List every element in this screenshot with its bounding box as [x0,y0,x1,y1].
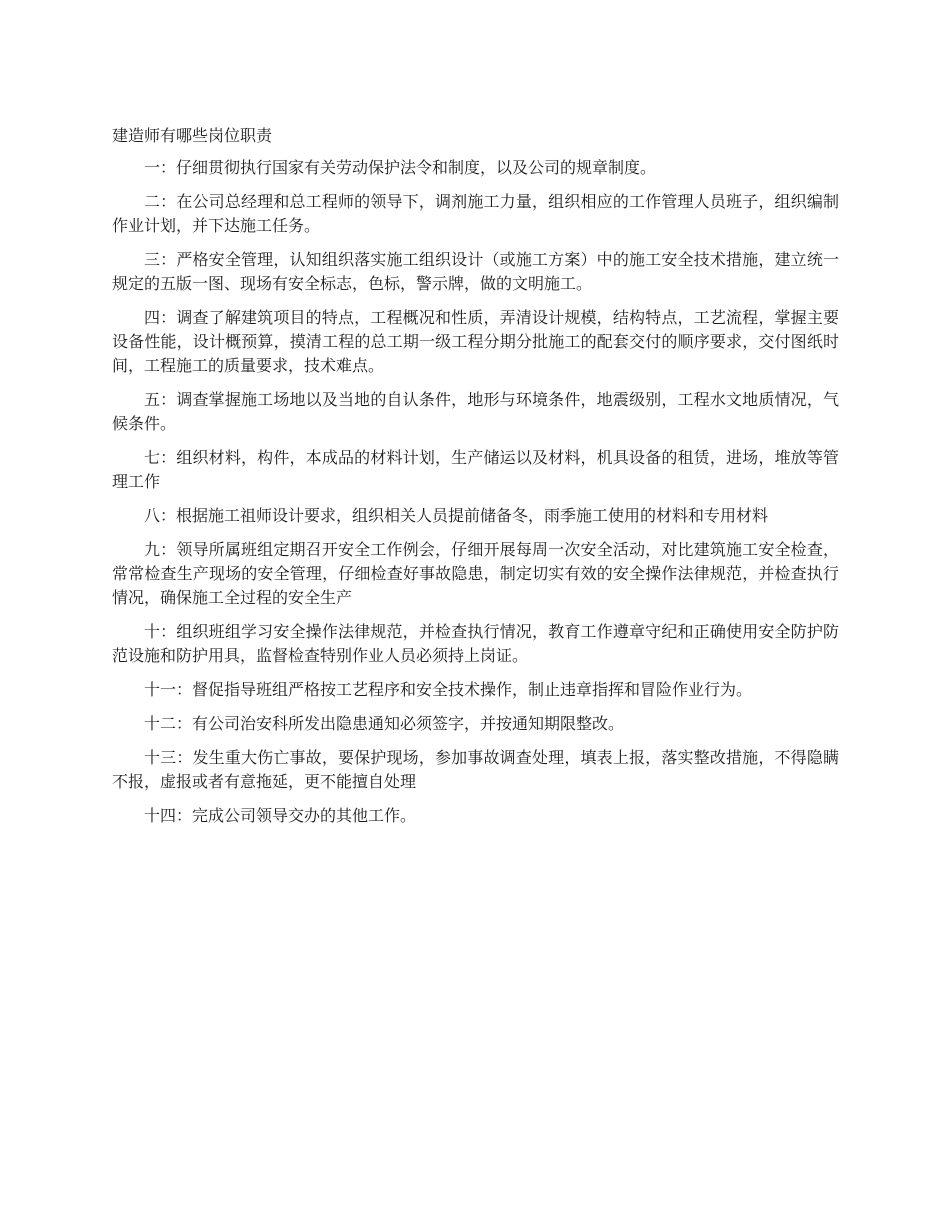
paragraph-4: 四：调查了解建筑项目的特点，工程概况和性质，弄清设计规模，结构特点，工艺流程，掌握主要设备性能，设计概预算，摸清工程的总工期一级工程分期分批施工的配套交付的顺序要求，交付图纸时间，工程施工的质量要求，技术难点。 [112,308,839,375]
paragraph-7: 七：组织材料，构件，本成品的材料计划，生产储运以及材料，机具设备的租赁，进场，堆放等管理工作 [112,448,839,491]
paragraph-2: 二：在公司总经理和总工程师的领导下，调剂施工力量，组织相应的工作管理人员班子，组织编制作业计划，并下达施工任务。 [112,192,839,235]
document-page [112,124,839,838]
paragraph-1: 一：仔细贯彻执行国家有关劳动保护法令和制度，以及公司的规章制度。 [144,158,657,177]
paragraph-5: 五：调查掌握施工场地以及当地的自认条件，地形与环境条件，地震级别，工程水文地质情况，气候条件。 [112,390,839,433]
paragraph-10: 十：组织班组学习安全操作法律规范，并检查执行情况，教育工作遵章守纪和正确使用安全防护防范设施和防护用具，监督检查特别作业人员必须持上岗证。 [112,622,839,665]
paragraph-8: 八：根据施工祖师设计要求，组织相关人员提前储备冬，雨季施工使用的材料和专用材料 [144,506,769,525]
document-title: 建造师有哪些岗位职责 [112,126,273,145]
paragraph-11: 十一：督促指导班组严格按工艺程序和安全技术操作，制止违章指挥和冒险作业行为。 [144,680,753,699]
paragraph-3: 三：严格安全管理，认知组织落实施工组织设计（或施工方案）中的施工安全技术措施，建立统一规定的五版一图、现场有安全标志，色标，警示牌，做的文明施工。 [112,250,839,293]
paragraph-9: 九：领导所属班组定期召开安全工作例会，仔细开展每周一次安全活动，对比建筑施工安全检查，常常检查生产现场的安全管理，仔细检查好事故隐患，制定切实有效的安全操作法律规范，并检查执行情况，确保施工全过程的安全生产 [112,540,839,607]
paragraph-12: 十二：有公司治安科所发出隐患通知必须签字，并按通知期限整改。 [144,714,625,733]
paragraph-14: 十四：完成公司领导交办的其他工作。 [144,806,417,825]
paragraph-13: 十三：发生重大伤亡事故，要保护现场，参加事故调查处理，填表上报，落实整改措施，不得隐瞒不报，虚报或者有意拖延，更不能擅自处理 [112,748,839,791]
